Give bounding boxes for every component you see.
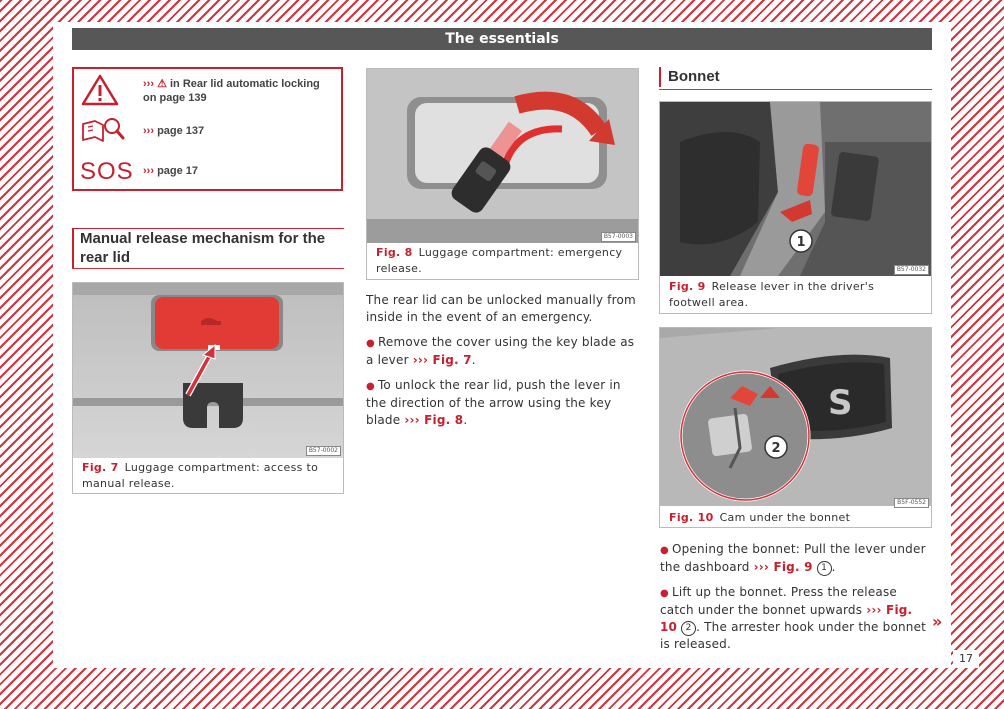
bonnet-body-text xyxy=(660,541,932,661)
sos-reference-row xyxy=(80,155,340,191)
manual-reference-row xyxy=(80,115,340,151)
bonnet-underline xyxy=(659,89,932,90)
figure-10-image xyxy=(660,328,931,506)
manual-book-icon xyxy=(80,115,130,151)
figure-9 xyxy=(659,101,932,314)
figure-8 xyxy=(366,68,639,280)
warning-triangle-icon xyxy=(80,73,130,109)
reference-box xyxy=(72,67,343,191)
figure-9-code: B57-0032 xyxy=(894,265,929,275)
manual-reference-text[interactable]: ››› page 137 xyxy=(143,125,205,137)
figure-8-code: B57-0003 xyxy=(601,232,636,242)
figure-7-image xyxy=(73,283,343,458)
sos-reference-text[interactable]: ››› page 17 xyxy=(143,165,199,177)
fig10-link[interactable]: ››› Fig. 10 xyxy=(660,603,913,634)
figure-10-caption: Fig. 10 Cam under the bonnet xyxy=(669,511,851,524)
chapter-header: The essentials xyxy=(72,28,932,50)
fig9-link[interactable]: ››› Fig. 9 xyxy=(753,560,813,574)
section-title-bonnet: Bonnet xyxy=(668,68,720,85)
sos-label: SOS xyxy=(80,158,134,185)
warning-reference-text[interactable]: ››› ⚠ in Rear lid automatic locking on page 139 xyxy=(143,78,320,104)
warning-reference-row xyxy=(80,73,340,109)
bullet-unlock-lid: ● To unlock the rear lid, push the lever in the direction of the arrow using the key blade ››› Fig. 8. xyxy=(366,378,621,427)
figure-10-callout: 2 xyxy=(771,441,781,456)
section-side-rule xyxy=(72,228,74,268)
figure-9-callout: 1 xyxy=(796,235,806,250)
figure-9-image xyxy=(660,102,931,276)
figure-10 xyxy=(659,327,932,528)
figure-10-code: B5F-0552 xyxy=(894,498,929,508)
callout-ref-1: 1 xyxy=(817,561,832,576)
continue-arrow-icon: » xyxy=(932,612,943,631)
page-number: 17 xyxy=(953,650,979,668)
figure-7 xyxy=(72,282,344,494)
section-underline xyxy=(72,268,344,269)
intro-paragraph: The rear lid can be unlocked manually from inside in the event of an emergency. xyxy=(366,293,636,324)
bonnet-side-rule xyxy=(659,67,661,87)
figure-7-caption: Fig. 7 Luggage compartment: access to manual release. xyxy=(82,461,319,490)
svg-text:S: S xyxy=(828,383,853,423)
figure-8-image xyxy=(367,69,638,243)
bullet-lift-bonnet: ● Lift up the bonnet. Press the release catch under the bonnet upwards ››› Fig. 10 2 . The arrester hook under the bonnet is released. xyxy=(660,585,927,651)
figure-7-code: B57-0002 xyxy=(306,446,341,456)
bullet-remove-cover: ● Remove the cover using the key blade as a lever ››› Fig. 7. xyxy=(366,335,635,367)
middle-body-text xyxy=(366,292,638,437)
fig8-link[interactable]: ››› Fig. 8 xyxy=(404,413,464,427)
figure-9-caption: Fig. 9 Release lever in the driver's footwell area. xyxy=(669,280,875,309)
fig7-link[interactable]: ››› Fig. 7 xyxy=(412,353,472,367)
figure-8-caption: Fig. 8 Luggage compartment: emergency release. xyxy=(376,246,623,275)
callout-ref-2: 2 xyxy=(681,621,696,636)
bullet-open-bonnet: ● Opening the bonnet: Pull the lever under the dashboard ››› Fig. 9 1 . xyxy=(660,542,926,574)
section-title-rear-lid: Manual release mechanism for the rear lid xyxy=(80,230,326,266)
